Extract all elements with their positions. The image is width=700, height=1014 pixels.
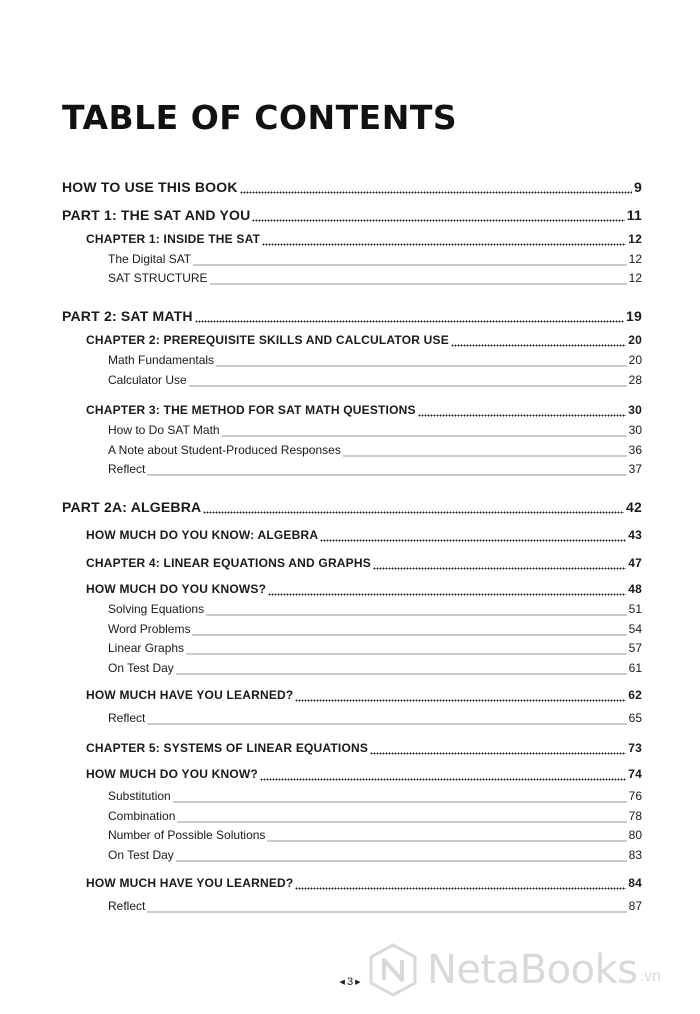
toc-entry-label: HOW MUCH DO YOU KNOW? [86,767,258,781]
dot-leader [176,661,627,675]
toc-entry-page: 12 [628,232,642,246]
toc-entry-label: CHAPTER 1: INSIDE THE SAT [86,232,261,246]
toc-entry [86,579,642,599]
toc-entry [108,440,642,460]
dot-leader [177,809,626,823]
toc-entry-page: 83 [628,848,642,862]
toc-entry [108,806,642,826]
toc-entry [108,658,642,678]
toc-entry-label: PART 1: THE SAT AND YOU [62,207,251,223]
toc-entry [86,330,642,350]
dot-leader [210,271,627,285]
watermark-suffix: .vn [639,968,661,985]
dot-leader [195,309,624,323]
dot-leader [320,528,626,542]
toc-entry-page: 65 [628,711,642,725]
dot-leader [451,333,626,347]
toc-entry-label: Word Problems [108,622,191,636]
toc-entry-page: 43 [628,528,642,542]
toc-entry-label: Combination [108,809,176,823]
toc-entry-page: 36 [628,443,642,457]
toc-entry-page: 47 [628,556,642,570]
toc-entry-page: 12 [628,252,642,266]
toc-entry-page: 20 [628,333,642,347]
toc-entry [86,873,642,893]
right-arrow-icon: ▶ [355,979,361,987]
netabooks-logo-icon [365,942,421,998]
toc-entry-label: CHAPTER 2: PREREQUISITE SKILLS AND CALCULATOR USE [86,333,449,347]
dot-leader [260,767,626,781]
toc-entry-label: How to Do SAT Math [108,423,220,437]
toc-entry [108,420,642,440]
dot-leader [370,741,626,755]
dot-leader [203,500,624,514]
dot-leader [176,848,627,862]
toc-entry-label: A Note about Student-Produced Responses [108,443,341,457]
toc-entry-page: 73 [628,741,642,755]
left-arrow-icon: ◀ [339,979,345,987]
toc-entry [86,685,642,705]
toc-entry-label: SAT STRUCTURE [108,271,208,285]
watermark-text: NetaBooks [427,947,638,993]
dot-leader [343,443,627,457]
dot-leader [418,403,627,417]
toc-entry [108,786,642,806]
toc-entry-page: 87 [628,899,642,913]
toc-entry-label: PART 2A: ALGEBRA [62,499,202,515]
toc-entry [86,400,642,420]
dot-leader [216,353,627,367]
toc-entry-label: On Test Day [108,848,174,862]
toc-entry-label: Solving Equations [108,602,205,616]
toc-entry-label: On Test Day [108,661,174,675]
dot-leader [173,789,627,803]
toc-entry-page: 61 [628,661,642,675]
dot-leader [147,462,626,476]
toc-entry-label: HOW MUCH HAVE YOU LEARNED? [86,876,294,890]
toc-entry [62,177,642,197]
toc-entry-label: CHAPTER 5: SYSTEMS OF LINEAR EQUATIONS [86,741,369,755]
toc-entry [108,599,642,619]
toc-entry-page: 57 [628,641,642,655]
toc-entry [108,350,642,370]
dot-leader [147,711,626,725]
toc-entry [108,845,642,865]
toc-entry [108,619,642,639]
dot-leader [192,622,626,636]
toc-entry-label: HOW MUCH HAVE YOU LEARNED? [86,688,294,702]
toc-entry-page: 19 [626,308,642,324]
toc-entry-label: PART 2: SAT MATH [62,308,193,324]
toc-entry-page: 48 [628,582,642,596]
page-number: 3 [346,976,354,988]
toc-entry-label: Reflect [108,711,146,725]
toc-entry-label: HOW MUCH DO YOU KNOWS? [86,582,267,596]
dot-leader [147,899,626,913]
page-title: TABLE OF CONTENTS [62,98,458,137]
dot-leader [373,556,626,570]
dot-leader [295,876,626,890]
toc-entry [108,268,642,288]
toc-entry-page: 12 [628,271,642,285]
toc-entry [86,525,642,545]
dot-leader [193,252,627,266]
toc-entry [62,306,642,326]
toc-entry-page: 78 [628,809,642,823]
toc-entry [108,638,642,658]
toc-entry-label: CHAPTER 4: LINEAR EQUATIONS AND GRAPHS [86,556,371,570]
toc-entry [108,825,642,845]
dot-leader [268,582,626,596]
toc-entry-label: HOW TO USE THIS BOOK [62,179,238,195]
dot-leader [267,828,626,842]
toc-entry-page: 42 [626,499,642,515]
toc-entry-label: Math Fundamentals [108,353,215,367]
toc-entry-page: 28 [628,373,642,387]
toc-entry-page: 11 [626,207,642,223]
toc-entry [86,229,642,249]
toc-entry-page: 30 [628,403,642,417]
toc-entry-page: 80 [628,828,642,842]
toc-entry [86,553,642,573]
toc-entry-label: Substitution [108,789,171,803]
dot-leader [186,641,627,655]
dot-leader [295,688,626,702]
toc-entry-page: 76 [628,789,642,803]
dot-leader [240,180,632,194]
toc-entry [86,764,642,784]
toc-entry-label: Reflect [108,462,146,476]
toc-entry-page: 30 [628,423,642,437]
dot-leader [252,208,624,222]
toc-entry-page: 9 [634,179,642,195]
dot-leader [206,602,627,616]
toc-entry [108,708,642,728]
toc-entry-page: 37 [628,462,642,476]
watermark [365,940,695,1000]
dot-leader [189,373,627,387]
toc-entry-page: 74 [628,767,642,781]
toc-entry-page: 54 [628,622,642,636]
dot-leader [222,423,627,437]
toc-entry [62,497,642,517]
dot-leader [262,232,626,246]
toc-entry-page: 51 [628,602,642,616]
toc-entry-page: 62 [628,688,642,702]
toc-entry [86,738,642,758]
toc-entry-label: CHAPTER 3: THE METHOD FOR SAT MATH QUESTIONS [86,403,416,417]
toc-entry-label: The Digital SAT [108,252,192,266]
toc-entry [62,205,642,225]
toc-entry [108,249,642,269]
toc-entry [108,896,642,916]
toc-entry-label: Reflect [108,899,146,913]
toc-entry-label: HOW MUCH DO YOU KNOW: ALGEBRA [86,528,319,542]
toc-entry-page: 20 [628,353,642,367]
toc-entry-page: 84 [628,876,642,890]
toc-entry [108,459,642,479]
toc-entry-label: Number of Possible Solutions [108,828,266,842]
toc-entry-label: Calculator Use [108,373,187,387]
toc-entry [108,370,642,390]
toc-entry-label: Linear Graphs [108,641,185,655]
